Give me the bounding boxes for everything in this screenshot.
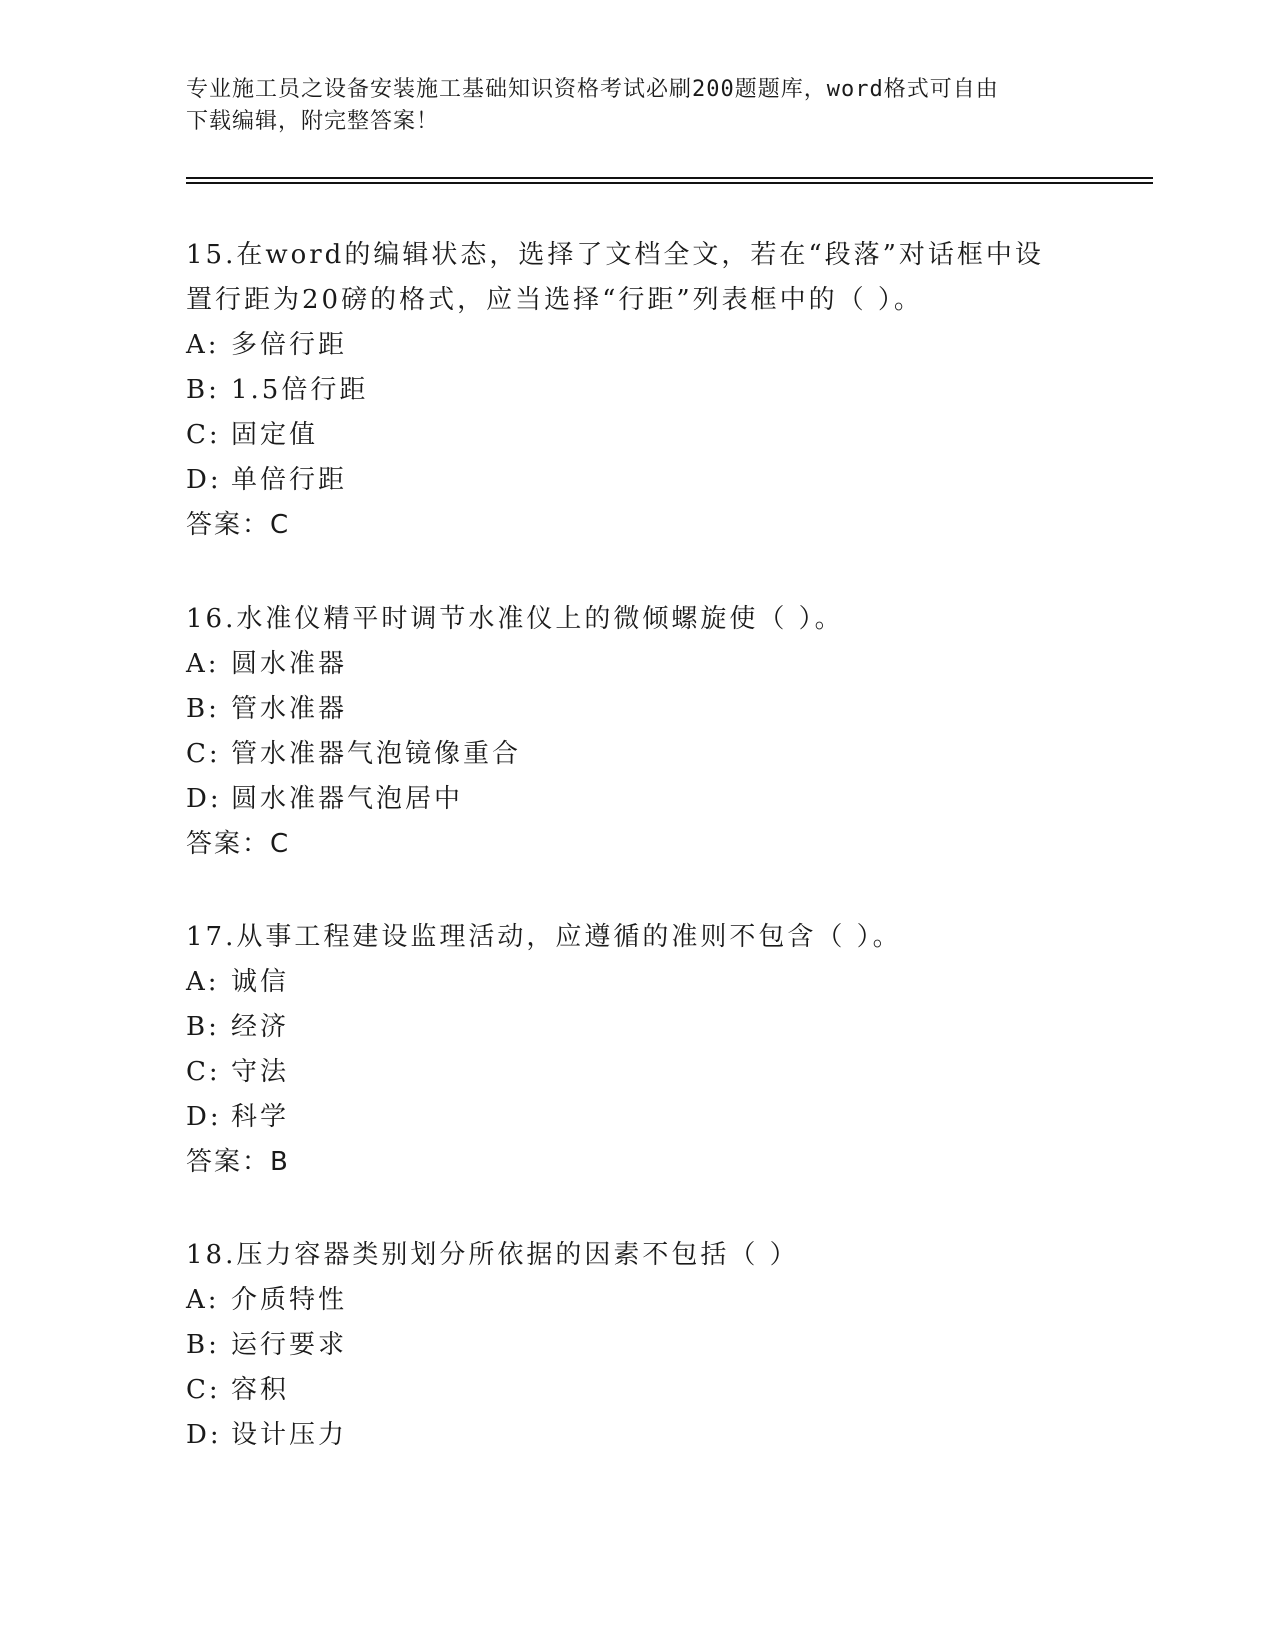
header-line-1: 专业施工员之设备安装施工基础知识资格考试必刷200题题库，word格式可自由 bbox=[186, 77, 999, 102]
option-b bbox=[186, 368, 1086, 413]
option-text: 固定值 bbox=[231, 420, 319, 450]
option-text: 管水准器气泡镜像重合 bbox=[231, 739, 522, 769]
option-b bbox=[186, 1323, 1086, 1368]
option-b bbox=[186, 1005, 1086, 1050]
option-key: D: bbox=[186, 465, 222, 495]
option-text: 介质特性 bbox=[231, 1285, 348, 1315]
question-stem-line: 18.压力容器类别划分所依据的因素不包括（ ） bbox=[186, 1240, 799, 1270]
option-text: 科学 bbox=[231, 1102, 290, 1132]
option-key: D: bbox=[186, 1102, 222, 1132]
question-stem-line: 16.水准仪精平时调节水准仪上的微倾螺旋使（ ）。 bbox=[186, 604, 844, 634]
option-c bbox=[186, 1050, 1086, 1095]
option-key: A: bbox=[186, 967, 220, 997]
option-text: 运行要求 bbox=[231, 1330, 348, 1360]
option-text: 诚信 bbox=[231, 967, 290, 997]
option-text: 单倍行距 bbox=[231, 465, 348, 495]
answer: 答案：C bbox=[186, 829, 291, 859]
option-key: C: bbox=[186, 739, 221, 769]
question-stem-line: 置行距为20磅的格式，应当选择“行距”列表框中的（ ）。 bbox=[186, 285, 923, 315]
option-d bbox=[186, 1413, 1086, 1458]
option-key: A: bbox=[186, 1285, 220, 1315]
header-divider-top bbox=[186, 177, 1153, 179]
option-c bbox=[186, 413, 1086, 458]
option-key: A: bbox=[186, 649, 220, 679]
question-stem bbox=[186, 233, 1086, 323]
question-stem bbox=[186, 915, 1086, 960]
option-c bbox=[186, 732, 1086, 777]
option-text: 经济 bbox=[231, 1012, 290, 1042]
option-a bbox=[186, 642, 1086, 687]
option-text: 圆水准器气泡居中 bbox=[231, 784, 464, 814]
option-key: D: bbox=[186, 1420, 222, 1450]
question-stem-line: 17.从事工程建设监理活动，应遵循的准则不包含（ ）。 bbox=[186, 922, 902, 952]
question-16 bbox=[186, 597, 1086, 867]
document-header bbox=[186, 74, 1086, 138]
option-text: 设计压力 bbox=[231, 1420, 348, 1450]
option-d bbox=[186, 458, 1086, 503]
header-line-2: 下载编辑，附完整答案！ bbox=[186, 109, 440, 134]
header-divider-bottom bbox=[186, 182, 1153, 184]
answer: 答案：C bbox=[186, 510, 291, 540]
option-a bbox=[186, 1278, 1086, 1323]
option-text: 多倍行距 bbox=[231, 330, 348, 360]
option-d bbox=[186, 777, 1086, 822]
question-stem-line: 15.在word的编辑状态，选择了文档全文，若在“段落”对话框中设 bbox=[186, 240, 1044, 270]
question-stem bbox=[186, 1233, 1086, 1278]
option-key: B: bbox=[186, 375, 220, 405]
option-b bbox=[186, 687, 1086, 732]
answer: 答案：B bbox=[186, 1147, 290, 1177]
question-18 bbox=[186, 1233, 1086, 1458]
option-key: D: bbox=[186, 784, 222, 814]
option-key: B: bbox=[186, 694, 220, 724]
option-key: C: bbox=[186, 420, 221, 450]
option-a bbox=[186, 960, 1086, 1005]
option-text: 1.5倍行距 bbox=[231, 375, 369, 405]
question-17 bbox=[186, 915, 1086, 1185]
option-a bbox=[186, 323, 1086, 368]
option-c bbox=[186, 1368, 1086, 1413]
option-text: 守法 bbox=[231, 1057, 290, 1087]
option-text: 容积 bbox=[231, 1375, 290, 1405]
option-key: C: bbox=[186, 1375, 221, 1405]
option-key: B: bbox=[186, 1012, 220, 1042]
option-d bbox=[186, 1095, 1086, 1140]
option-text: 圆水准器 bbox=[231, 649, 348, 679]
question-15 bbox=[186, 233, 1086, 548]
question-stem bbox=[186, 597, 1086, 642]
option-text: 管水准器 bbox=[231, 694, 348, 724]
option-key: C: bbox=[186, 1057, 221, 1087]
option-key: B: bbox=[186, 1330, 220, 1360]
option-key: A: bbox=[186, 330, 220, 360]
